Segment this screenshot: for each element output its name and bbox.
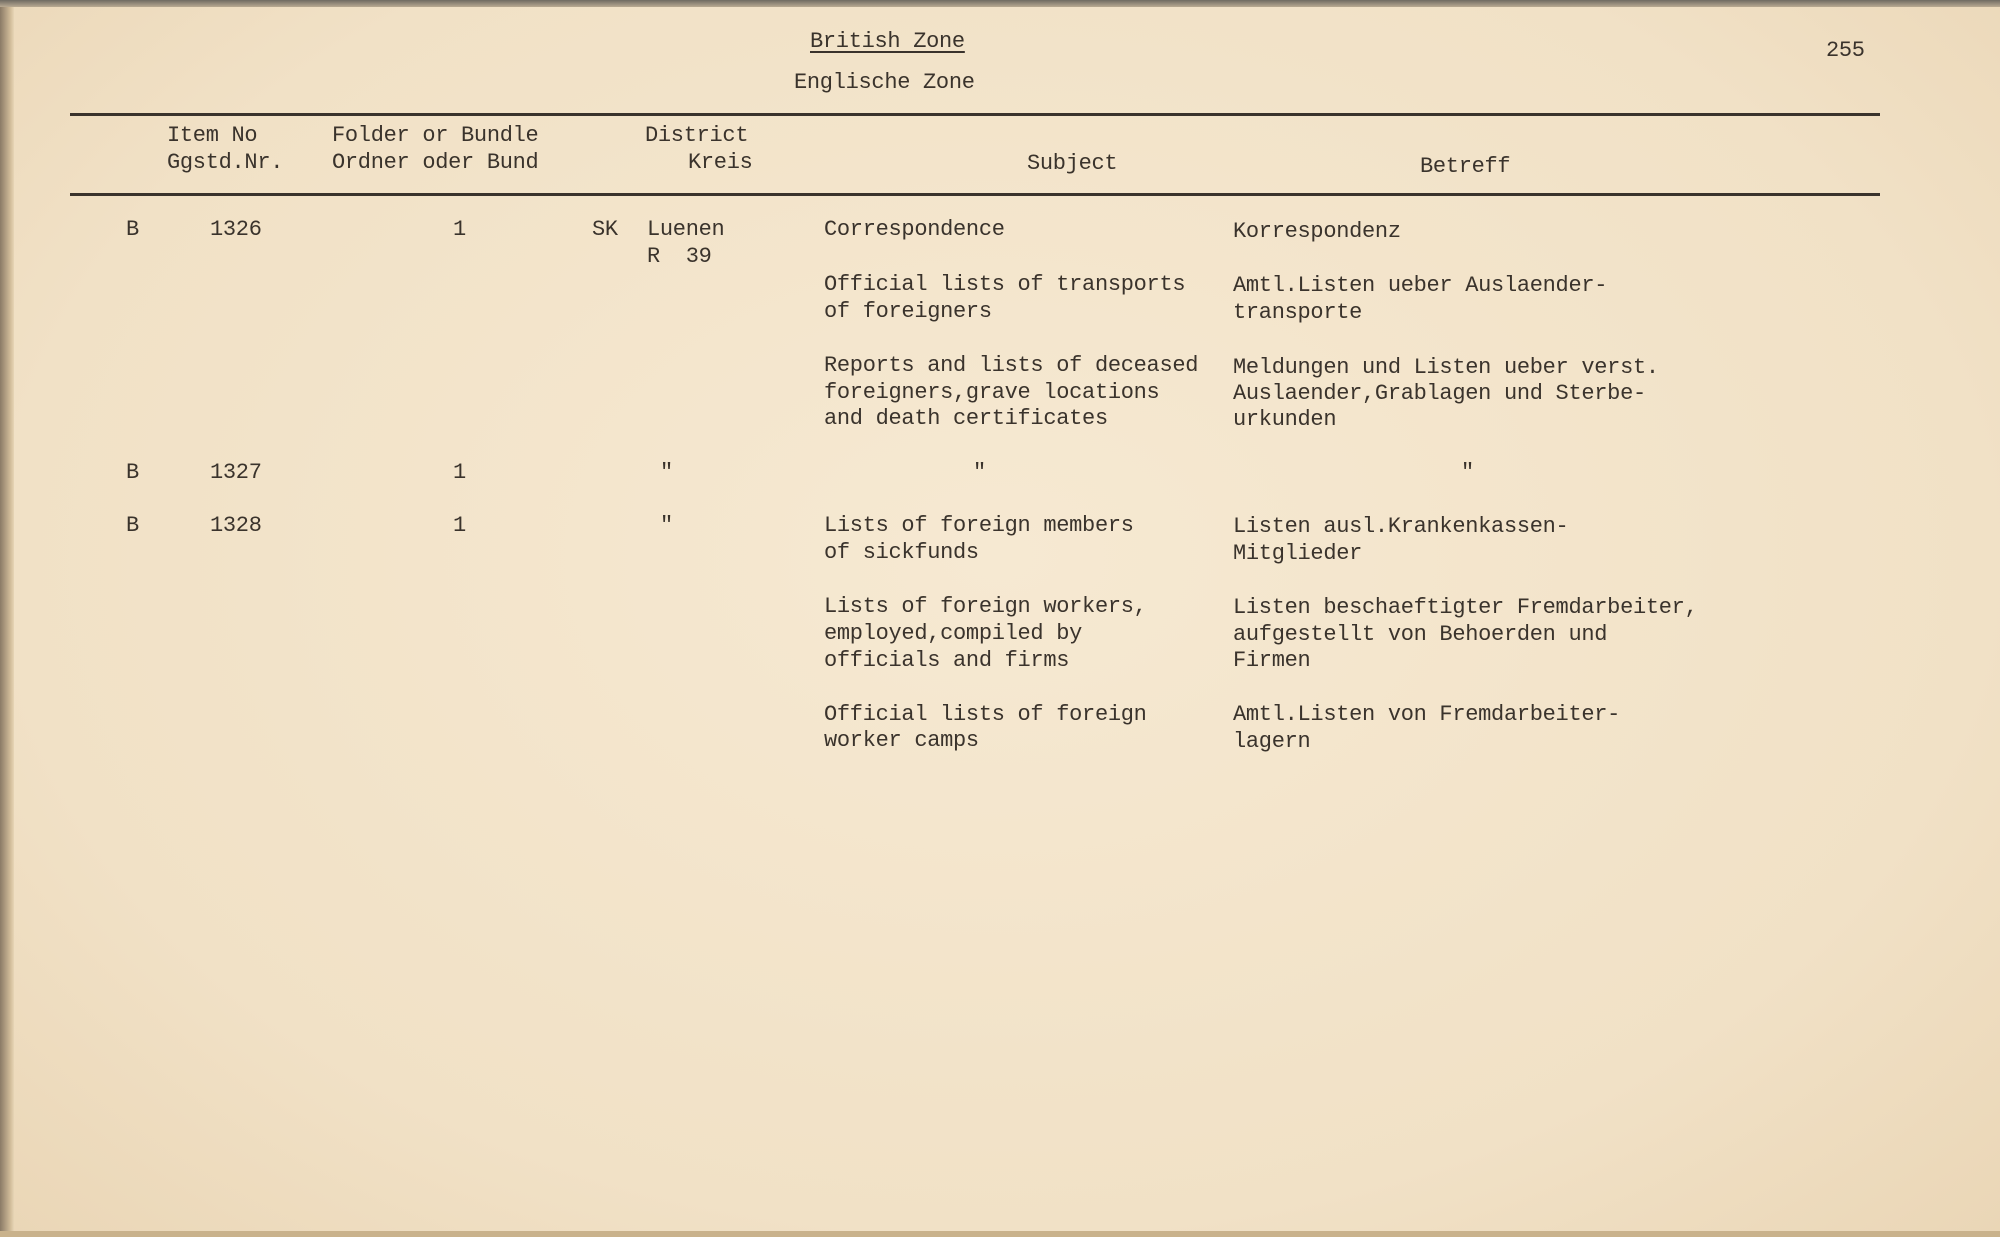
district-ditto: " [660,460,673,485]
subject-line: worker camps [824,728,979,753]
betreff-line: urkunden [1233,407,1337,432]
column-header-item-no-de: Ggstd.Nr. [167,150,284,175]
district-code: SK [592,217,618,242]
betreff-line: Meldungen und Listen ueber verst. [1233,355,1659,380]
subject-line: employed,compiled by [824,621,1083,646]
district: Luenen [647,217,725,242]
subject-line: Correspondence [824,217,1005,242]
column-header-item-no: Item No [167,123,258,148]
column-header-subject: Subject [1027,151,1118,176]
betreff-line: Amtl.Listen von Fremdarbeiter- [1233,702,1621,727]
column-header-district: District [645,123,749,148]
betreff-line: lagern [1233,729,1311,754]
folder-number: 1 [453,217,466,242]
subject-line: Reports and lists of deceased [824,353,1199,378]
betreff-line: Listen beschaeftigter Fremdarbeiter, [1233,595,1698,620]
betreff-line: Amtl.Listen ueber Auslaender- [1233,273,1608,298]
header-bottom-rule [70,193,1880,196]
subject-line: Official lists of transports [824,272,1186,297]
subject-line: of foreigners [824,299,992,324]
column-header-folder: Folder or Bundle [332,123,539,148]
betreff-line: transporte [1233,300,1363,325]
subject-line: and death certificates [824,406,1108,431]
page-subtitle: Englische Zone [794,70,975,95]
page-title: British Zone [810,29,965,54]
item-number: 1328 [210,513,262,538]
page-top-edge [0,0,2000,7]
subject-line: Official lists of foreign [824,702,1147,727]
folder-number: 1 [453,460,466,485]
folder-number: 1 [453,513,466,538]
item-number: 1327 [210,460,262,485]
column-header-district-de: Kreis [688,150,753,175]
district-ditto: " [660,513,673,538]
subject-line: officials and firms [824,648,1070,673]
subject-line: foreigners,grave locations [824,380,1160,405]
row-prefix: B [126,513,139,538]
subject-ditto: " [973,460,986,485]
item-number: 1326 [210,217,262,242]
betreff-line: Firmen [1233,648,1311,673]
betreff-line: aufgestellt von Behoerden und [1233,622,1608,647]
book-binding [0,0,14,1237]
betreff-ditto: " [1461,460,1474,485]
page-number: 255 [1826,38,1865,63]
page-bottom-edge [0,1231,2000,1237]
column-header-betreff: Betreff [1420,154,1511,179]
column-header-folder-de: Ordner oder Bund [332,150,539,175]
subject-line: Lists of foreign workers, [824,594,1147,619]
betreff-line: Listen ausl.Krankenkassen- [1233,514,1569,539]
district-ref: R 39 [647,244,712,269]
subject-line: of sickfunds [824,540,979,565]
row-prefix: B [126,460,139,485]
row-prefix: B [126,217,139,242]
betreff-line: Auslaender,Grablagen und Sterbe- [1233,381,1646,406]
header-top-rule [70,113,1880,116]
betreff-line: Mitglieder [1233,541,1363,566]
subject-line: Lists of foreign members [824,513,1134,538]
betreff-line: Korrespondenz [1233,219,1401,244]
